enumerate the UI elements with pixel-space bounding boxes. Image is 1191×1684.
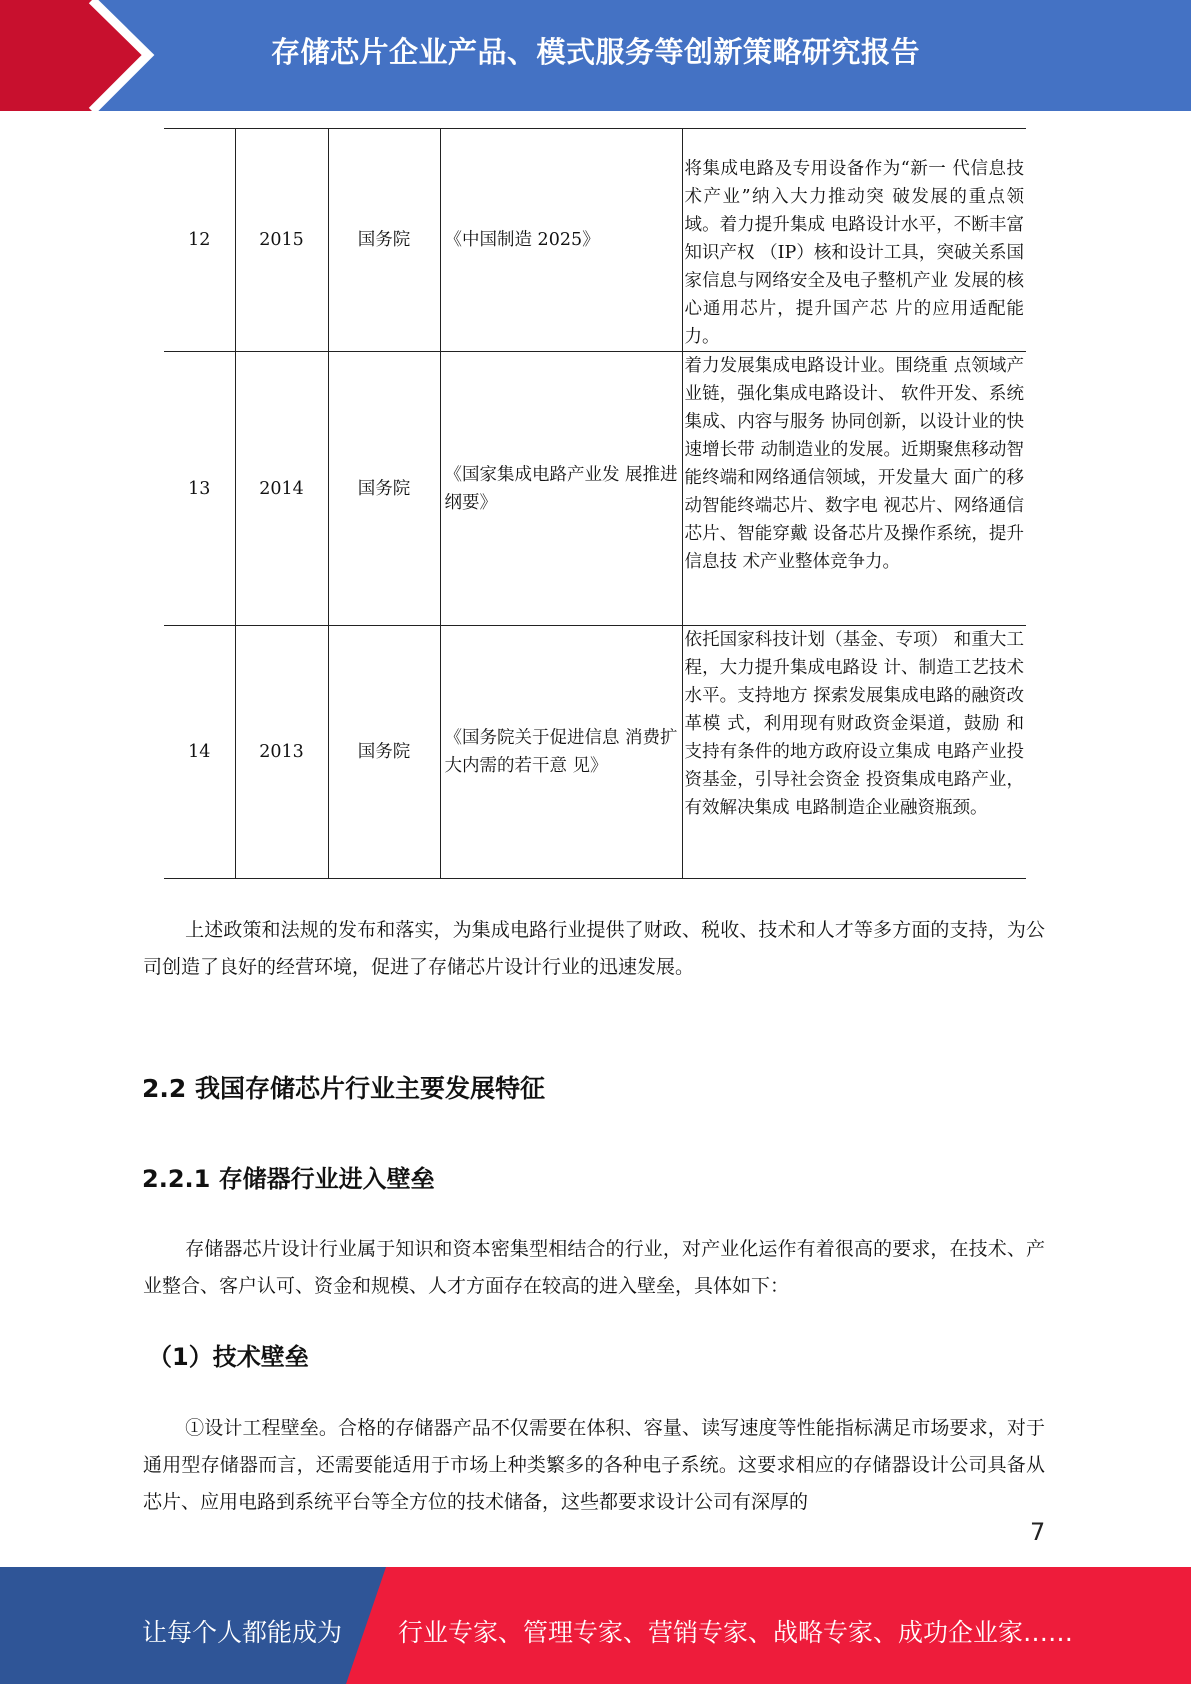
row-year: 2013 — [235, 626, 328, 879]
row-issuer: 国务院 — [328, 129, 440, 352]
paragraph-design-barrier: ①设计工程壁垒。合格的存储器产品不仅需要在体积、容量、读写速度等性能指标满足市场要求，对于通用型存储器而言，还需要能适用于市场上种类繁多的各种电子系统。这要求相应的存储器设计公司具备从芯片、应用电路到系统平台等全方位的技术储备，这些都要求设计公司有深厚的 — [143, 1417, 1045, 1513]
row-description: 着力发展集成电路设计业。围绕重 点领域产业链，强化集成电路设计、 软件开发、系统集成、内容与服务 协同创新，以设计业的快速增长带 动制造业的发展。近期聚焦移动智 能终端和网络通信领域，开发量大 面广的移动智能终端芯片、数字电 视芯片、网络通信芯片、智能穿戴 设备芯片及操作系统，提升信息技 术产业整体竞争力。 — [682, 352, 1026, 626]
row-description: 依托国家科技计划（基金、专项） 和重大工程，大力提升集成电路设 计、制造工艺技术水平。支持地方 探索发展集成电路的融资改革模 式，利用现有财政资金渠道，鼓励 和支持有条件的地方政府设立集成 电路产业投资基金，引导社会资金 投资集成电路产业，有效解决集成 电路制造企业融资瓶颈。 — [682, 626, 1026, 879]
paragraph-policy-summary: 上述政策和法规的发布和落实，为集成电路行业提供了财政、税收、技术和人才等多方面的支持，为公司创造了良好的经营环境，促进了存储芯片设计行业的迅速发展。 — [143, 919, 1045, 978]
section-heading-2-2-1: 2.2.1 存储器行业进入壁垒 — [142, 1165, 435, 1193]
row-number: 13 — [164, 352, 235, 626]
subheading-tech-barrier: （1）技术壁垒 — [148, 1343, 309, 1371]
row-year: 2015 — [235, 129, 328, 352]
row-number: 12 — [164, 129, 235, 352]
paragraph-entry-barriers: 存储器芯片设计行业属于知识和资本密集型相结合的行业，对产业化运作有着很高的要求，在技术、产业整合、客户认可、资金和规模、人才方面存在较高的进入壁垒，具体如下： — [143, 1238, 1045, 1297]
row-policy-title: 《中国制造 2025》 — [440, 129, 682, 352]
row-policy-title: 《国家集成电路产业发 展推进纲要》 — [440, 352, 682, 626]
page-header — [0, 0, 1191, 111]
row-policy-title: 《国务院关于促进信息 消费扩大内需的若干意 见》 — [440, 626, 682, 879]
row-issuer: 国务院 — [328, 352, 440, 626]
footer-slogan-right: 行业专家、管理专家、营销专家、战略专家、成功企业家…… — [398, 1618, 1074, 1647]
page-title: 存储芯片企业产品、模式服务等创新策略研究报告 — [270, 35, 920, 69]
table-row — [164, 352, 1026, 626]
table-row — [164, 129, 1026, 352]
row-description: 将集成电路及专用设备作为“新一 代信息技术产业”纳入大力推动突 破发展的重点领域。着力提升集成 电路设计水平，不断丰富知识产权 （IP）核和设计工具，突破关系国 家信息与网络安全及电子整机产业 发展的核心通用芯片，提升国产芯 片的应用适配能力。 — [682, 129, 1026, 352]
row-number: 14 — [164, 626, 235, 879]
row-issuer: 国务院 — [328, 626, 440, 879]
section-heading-2-2: 2.2 我国存储芯片行业主要发展特征 — [142, 1074, 545, 1103]
policy-table — [164, 128, 1026, 879]
row-year: 2014 — [235, 352, 328, 626]
page-number: 7 — [1030, 1518, 1046, 1546]
footer-slogan-left: 让每个人都能成为 — [142, 1618, 343, 1647]
table-row — [164, 626, 1026, 879]
